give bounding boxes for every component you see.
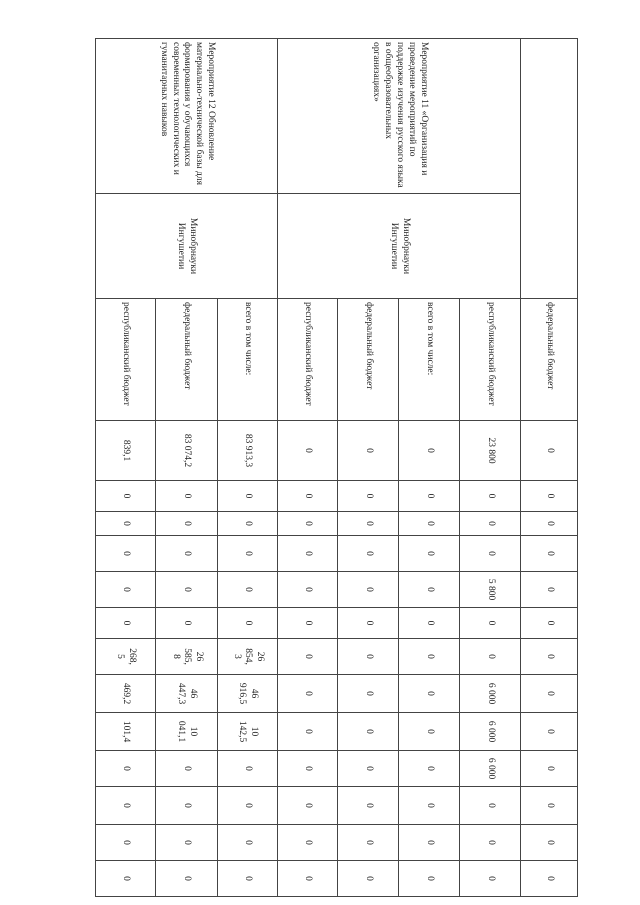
value-cell: 26 585, 8 <box>156 639 218 675</box>
value-cell: 0 <box>399 572 460 608</box>
value-cell: 0 <box>338 536 399 572</box>
value-cell: 0 <box>399 512 460 536</box>
table-row <box>521 39 578 897</box>
value-cell: 0 <box>399 751 460 787</box>
value-cell: 0 <box>156 536 218 572</box>
value-cell: 0 <box>338 675 399 713</box>
value-cell: 0 <box>399 787 460 825</box>
value-cell: 0 <box>156 787 218 825</box>
value-cell: 0 <box>278 751 338 787</box>
value-cell: 0 <box>338 421 399 481</box>
value-cell: 0 <box>218 536 278 572</box>
empty-cell <box>521 39 578 299</box>
value-cell: 0 <box>521 713 578 751</box>
value-cell: 0 <box>218 608 278 639</box>
source-cell: республиканский бюджет <box>96 299 156 421</box>
value-cell: 83 913,3 <box>218 421 278 481</box>
source-cell: федеральный бюджет <box>156 299 218 421</box>
value-cell: 0 <box>399 713 460 751</box>
value-cell: 839,1 <box>96 421 156 481</box>
value-cell: 23 800 <box>460 421 521 481</box>
value-cell: 0 <box>338 861 399 897</box>
value-cell: 0 <box>460 825 521 861</box>
value-cell: 0 <box>278 481 338 512</box>
value-cell: 0 <box>218 787 278 825</box>
value-cell: 0 <box>521 825 578 861</box>
table-row <box>218 39 278 897</box>
value-cell: 268, 5 <box>96 639 156 675</box>
value-cell: 0 <box>338 639 399 675</box>
value-cell: 46 916,5 <box>218 675 278 713</box>
executor-cell: Минобрнауки Ингушетии <box>96 194 278 299</box>
value-cell: 26 854, 3 <box>218 639 278 675</box>
value-cell: 0 <box>278 825 338 861</box>
value-cell: 5 800 <box>460 572 521 608</box>
value-cell: 0 <box>521 675 578 713</box>
value-cell: 0 <box>156 825 218 861</box>
value-cell: 0 <box>96 512 156 536</box>
value-cell: 0 <box>218 751 278 787</box>
value-cell: 0 <box>156 751 218 787</box>
value-cell: 0 <box>521 639 578 675</box>
value-cell: 46 447,3 <box>156 675 218 713</box>
value-cell: 0 <box>338 787 399 825</box>
value-cell: 0 <box>460 536 521 572</box>
value-cell: 0 <box>278 572 338 608</box>
value-cell: 0 <box>399 481 460 512</box>
value-cell: 0 <box>338 825 399 861</box>
event-title-cell: Мероприятие 11 «Организация и проведение мероприятий по поддержке изучения русского языка в общеобразовательных организациях» <box>278 39 521 194</box>
value-cell: 0 <box>460 481 521 512</box>
value-cell: 0 <box>399 639 460 675</box>
source-cell: всего в том числе: <box>218 299 278 421</box>
value-cell: 0 <box>521 572 578 608</box>
value-cell: 0 <box>460 861 521 897</box>
source-cell: федеральный бюджет <box>521 299 578 421</box>
value-cell: 0 <box>96 861 156 897</box>
table-row <box>460 39 521 897</box>
event-title-cell: Мероприятие 12 Обновление материально-технической базы для формирования у обучающихся современных технологических и гуманитарных навыков <box>96 39 278 194</box>
value-cell: 0 <box>156 861 218 897</box>
value-cell: 0 <box>399 675 460 713</box>
value-cell: 0 <box>399 608 460 639</box>
value-cell: 0 <box>338 481 399 512</box>
value-cell: 0 <box>96 481 156 512</box>
value-cell: 0 <box>96 751 156 787</box>
value-cell: 0 <box>96 787 156 825</box>
source-cell: всего в том числе: <box>399 299 460 421</box>
value-cell: 0 <box>156 512 218 536</box>
value-cell: 10 041,1 <box>156 713 218 751</box>
executor-cell: Минобрнауки Ингушетии <box>278 194 521 299</box>
value-cell: 0 <box>460 639 521 675</box>
value-cell: 0 <box>156 481 218 512</box>
value-cell: 0 <box>96 572 156 608</box>
value-cell: 6 000 <box>460 751 521 787</box>
value-cell: 0 <box>96 536 156 572</box>
value-cell: 0 <box>521 751 578 787</box>
value-cell: 0 <box>278 713 338 751</box>
value-cell: 0 <box>399 421 460 481</box>
value-cell: 0 <box>278 639 338 675</box>
value-cell: 0 <box>399 861 460 897</box>
source-cell: республиканский бюджет <box>460 299 521 421</box>
value-cell: 0 <box>399 825 460 861</box>
value-cell: 0 <box>521 787 578 825</box>
value-cell: 0 <box>521 861 578 897</box>
value-cell: 0 <box>96 608 156 639</box>
value-cell: 0 <box>218 512 278 536</box>
value-cell: 0 <box>338 751 399 787</box>
value-cell: 469,2 <box>96 675 156 713</box>
value-cell: 0 <box>521 512 578 536</box>
value-cell: 0 <box>278 536 338 572</box>
source-cell: республиканский бюджет <box>278 299 338 421</box>
value-cell: 83 074,2 <box>156 421 218 481</box>
value-cell: 0 <box>338 572 399 608</box>
value-cell: 0 <box>338 512 399 536</box>
value-cell: 0 <box>278 787 338 825</box>
value-cell: 0 <box>460 787 521 825</box>
value-cell: 0 <box>218 481 278 512</box>
value-cell: 0 <box>278 421 338 481</box>
value-cell: 0 <box>460 512 521 536</box>
source-cell: федеральный бюджет <box>338 299 399 421</box>
value-cell: 0 <box>278 861 338 897</box>
value-cell: 0 <box>338 713 399 751</box>
value-cell: 0 <box>399 536 460 572</box>
value-cell: 0 <box>278 675 338 713</box>
value-cell: 0 <box>278 512 338 536</box>
value-cell: 0 <box>521 421 578 481</box>
value-cell: 0 <box>218 861 278 897</box>
value-cell: 0 <box>278 608 338 639</box>
value-cell: 0 <box>156 608 218 639</box>
value-cell: 0 <box>218 825 278 861</box>
value-cell: 0 <box>521 536 578 572</box>
value-cell: 0 <box>521 608 578 639</box>
value-cell: 0 <box>521 481 578 512</box>
value-cell: 0 <box>460 608 521 639</box>
value-cell: 6 000 <box>460 713 521 751</box>
budget-table <box>95 38 578 897</box>
value-cell: 0 <box>156 572 218 608</box>
value-cell: 0 <box>218 572 278 608</box>
value-cell: 0 <box>338 608 399 639</box>
value-cell: 6 000 <box>460 675 521 713</box>
value-cell: 0 <box>96 825 156 861</box>
value-cell: 10 142,5 <box>218 713 278 751</box>
value-cell: 101,4 <box>96 713 156 751</box>
